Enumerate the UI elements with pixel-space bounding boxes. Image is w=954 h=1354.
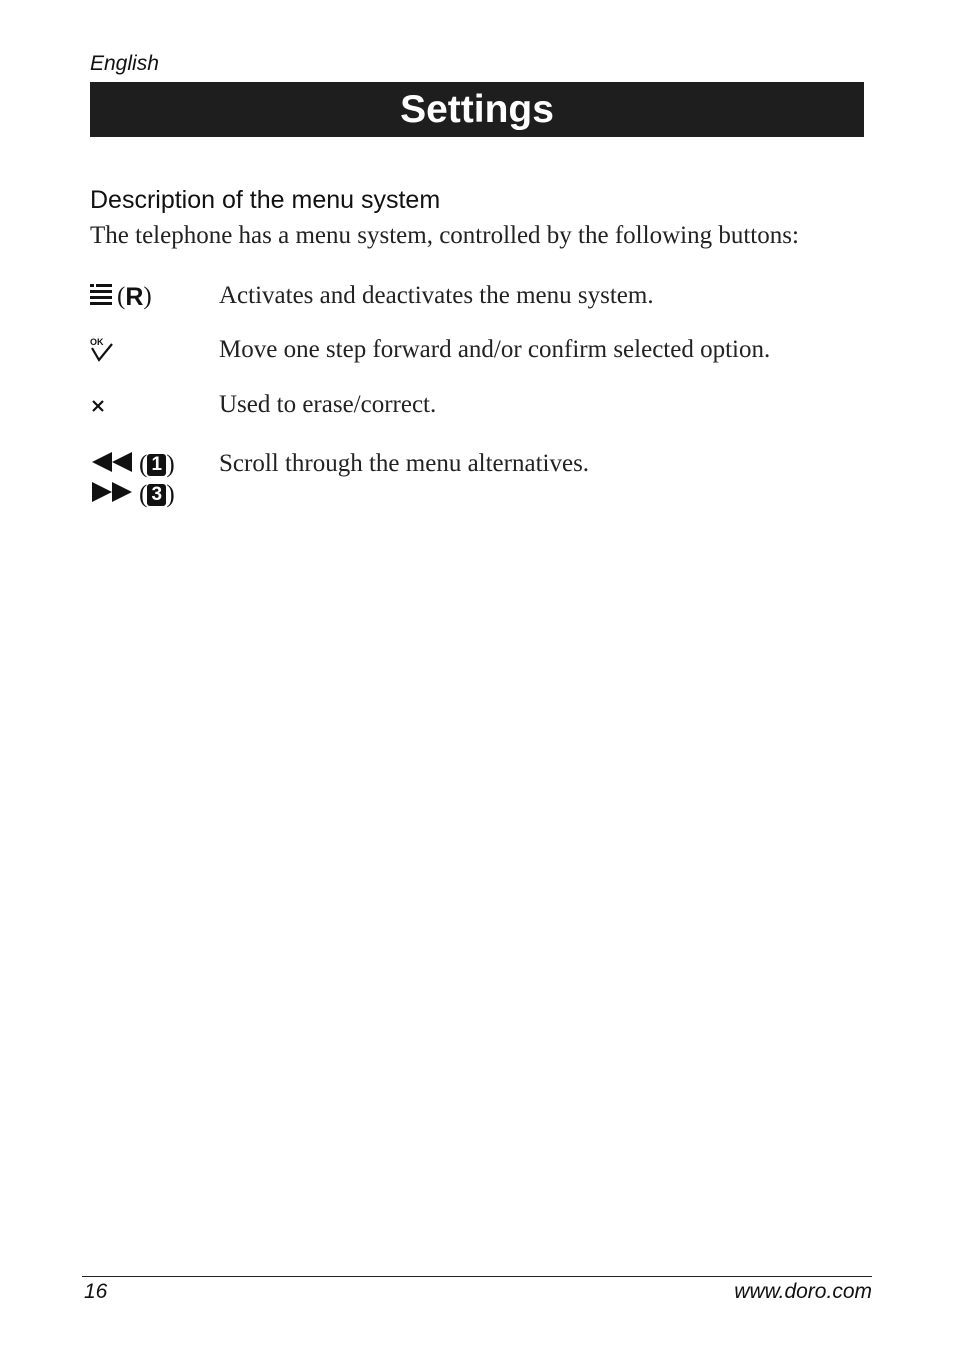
ok-check-icon <box>90 338 114 364</box>
key-cell: ( R ) <box>90 282 210 312</box>
r-key-label: R <box>125 282 144 311</box>
button-description: Used to erase/correct. <box>219 391 437 418</box>
menu-icon <box>90 283 112 312</box>
erase-x-icon <box>90 392 106 421</box>
ok-icon-text: OK <box>90 337 104 347</box>
button-description: Move one step forward and/or confirm selected option. <box>219 336 771 363</box>
key-cell: ( 1 ) ( 3 ) <box>90 450 210 510</box>
key-cell <box>90 336 210 366</box>
footer-divider <box>82 1276 872 1277</box>
language-label: English <box>90 52 159 75</box>
key-cell <box>90 391 210 421</box>
intro-paragraph: The telephone has a menu system, controlled by the following buttons: <box>90 222 799 249</box>
button-description: Scroll through the menu alternatives. <box>219 450 590 477</box>
section-heading: Description of the menu system <box>90 186 441 214</box>
key-1-label: 1 <box>147 454 166 476</box>
website-url: www.doro.com <box>734 1280 872 1303</box>
scroll-forward-icon <box>90 481 134 510</box>
page-number: 16 <box>84 1280 108 1303</box>
scroll-back-icon <box>90 451 134 480</box>
page-title: Settings <box>90 82 864 137</box>
button-description: Activates and deactivates the menu system. <box>219 282 654 309</box>
key-3-label: 3 <box>147 484 166 506</box>
